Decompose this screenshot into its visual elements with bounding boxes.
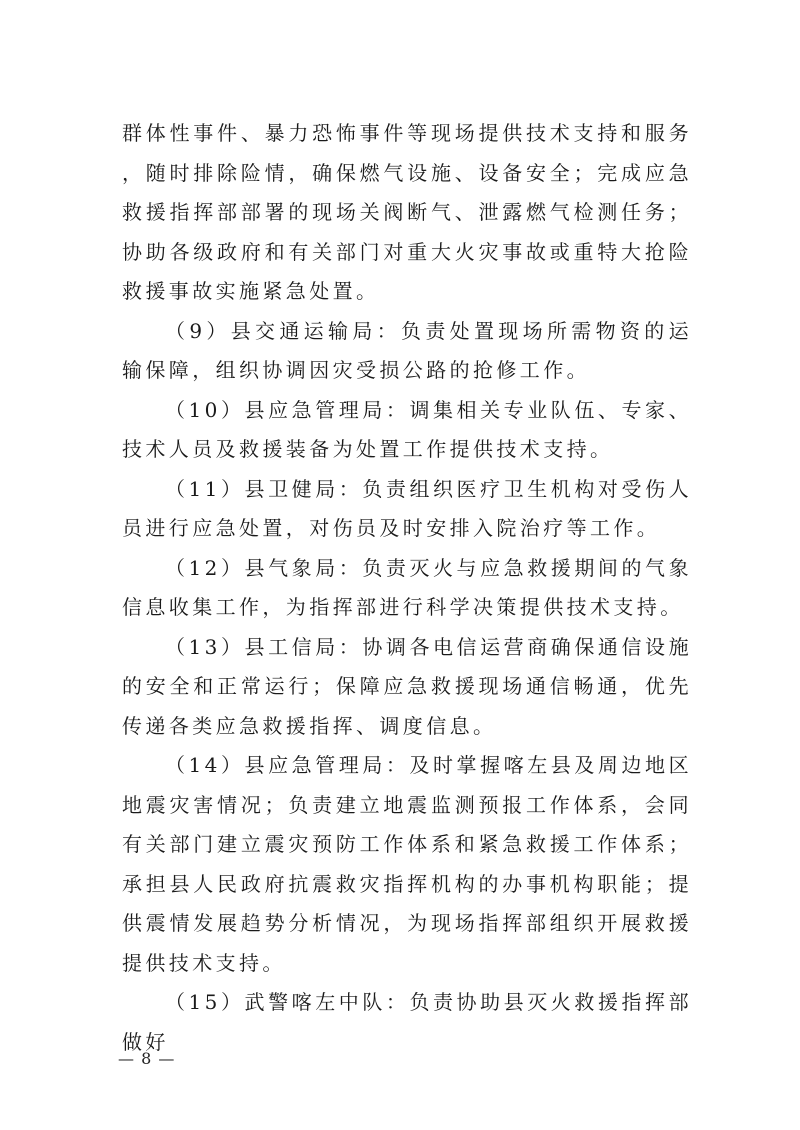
paragraph-item-15: （15）武警喀左中队：负责协助县灭火救援指挥部做好 [122, 990, 692, 1054]
paragraph-item-13: （13）县工信局：协调各电信运营商确保通信设施的安全和正常运行；保障应急救援现场通信畅通，优先传递各类应急救援指挥、调度信息。 [122, 634, 692, 738]
page-number: — 8 — [118, 1049, 176, 1068]
paragraph-item-14: （14）县应急管理局：及时掌握喀左县及周边地区地震灾害情况；负责建立地震监测预报工作体系，会同有关部门建立震灾预防工作体系和紧急救援工作体系；承担县人民政府抗震救灾指挥机构的办事机构职能；提供震情发展趋势分析情况，为现场指挥部组织开展救援提供技术支持。 [122, 753, 692, 975]
paragraph-item-9: （9）县交通运输局：负责处置现场所需物资的运输保障，组织协调因灾受损公路的抢修工作。 [122, 318, 692, 382]
paragraph-item-10: （10）县应急管理局：调集相关专业队伍、专家、技术人员及救援装备为处置工作提供技术支持。 [122, 397, 692, 461]
paragraph-item-12: （12）县气象局：负责灭火与应急救援期间的气象信息收集工作，为指挥部进行科学决策提供技术支持。 [122, 555, 692, 619]
paragraph-continuation: 群体性事件、暴力恐怖事件等现场提供技术支持和服务，随时排除险情，确保燃气设施、设备安全；完成应急救援指挥部部署的现场关阀断气、泄露燃气检测任务；协助各级政府和有关部门对重大火灾事故或重特大抢险救援事故实施紧急处置。 [122, 121, 692, 303]
document-body [122, 114, 692, 1062]
paragraph-item-11: （11）县卫健局：负责组织医疗卫生机构对受伤人员进行应急处置，对伤员及时安排入院治疗等工作。 [122, 476, 692, 540]
